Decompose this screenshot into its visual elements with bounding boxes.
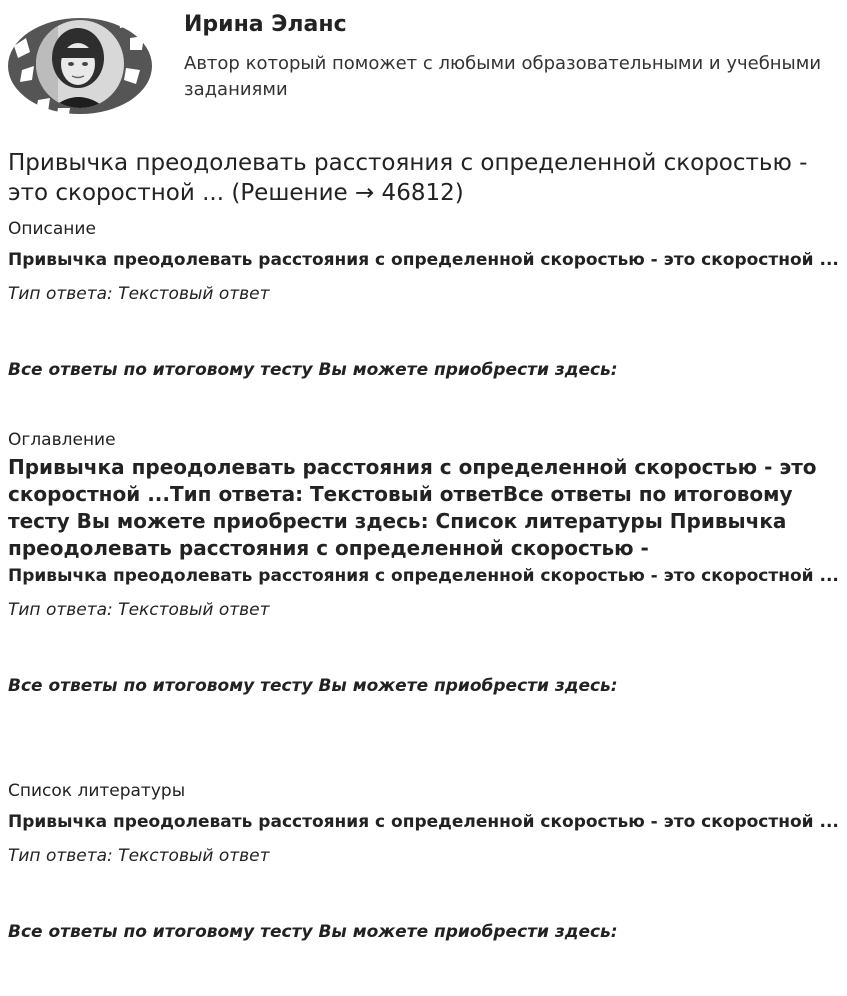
question-text: Привычка преодолевать расстояния с определенной скоростью - это скоростной ... [8, 812, 839, 832]
buy-note: Все ответы по итоговому тесту Вы можете приобрести здесь: [8, 676, 618, 696]
answer-type: Тип ответа: Текстовый ответ [8, 284, 270, 304]
description-section [8, 218, 840, 381]
question-text: Привычка преодолевать расстояния с определенной скоростью - это скоростной ... [8, 250, 839, 270]
author-description: Автор который поможет с любыми образовательными и учебными заданиями [184, 53, 822, 100]
author-name[interactable]: Ирина Эланс [184, 12, 347, 37]
section-label: Список литературы [8, 781, 186, 801]
references-section [8, 780, 840, 943]
section-label: Оглавление [8, 430, 116, 450]
page-title: Привычка преодолевать расстояния с определенной скоростью - это скоростной ... (Решение → 46812) [8, 150, 808, 206]
answer-type: Тип ответа: Текстовый ответ [8, 846, 270, 866]
author-card [8, 8, 838, 128]
question-text: Привычка преодолевать расстояния с определенной скоростью - это скоростной ... [8, 566, 839, 586]
toc-section [8, 429, 840, 697]
toc-heading: Привычка преодолевать расстояния с определенной скоростью - это скоростной ...Тип ответа: Текстовый ответВсе ответы по итоговому тесту Вы можете приобрести здесь: Список литературы Привычка преодолевать расстояния с определенной скоростью - [8, 455, 817, 560]
buy-note: Все ответы по итоговому тесту Вы можете приобрести здесь: [8, 922, 618, 942]
buy-note: Все ответы по итоговому тесту Вы можете приобрести здесь: [8, 360, 618, 380]
answer-type: Тип ответа: Текстовый ответ [8, 600, 270, 620]
section-label: Описание [8, 219, 96, 239]
author-avatar[interactable] [8, 8, 153, 126]
